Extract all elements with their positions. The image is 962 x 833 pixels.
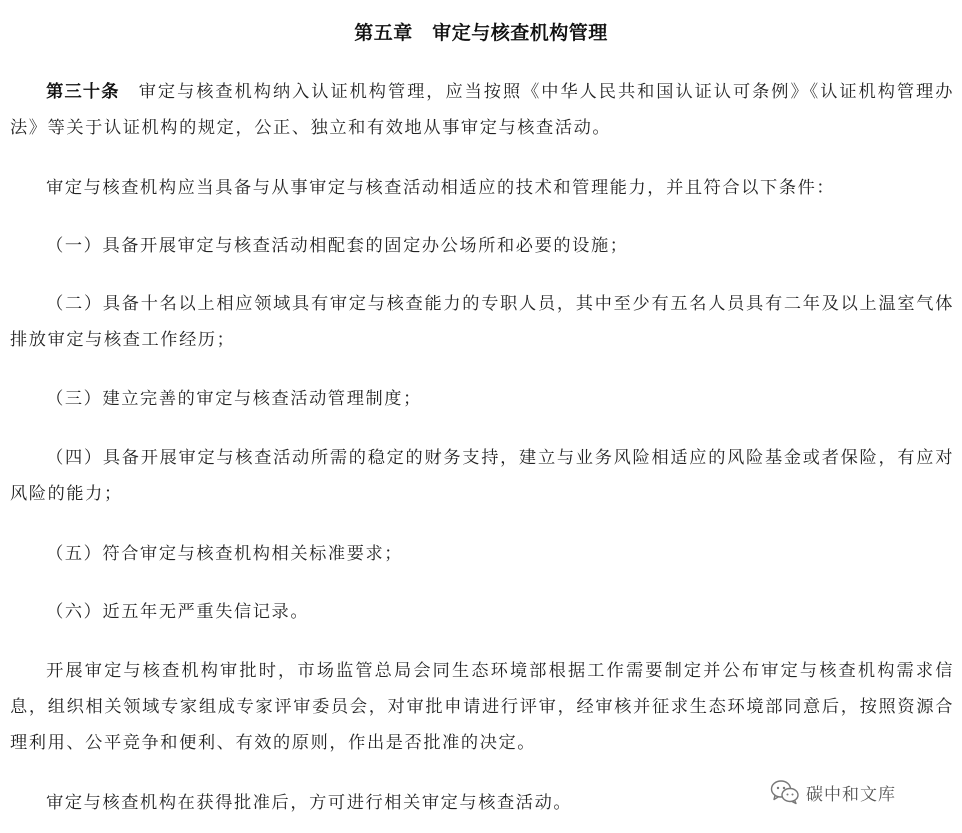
condition-3: （三）建立完善的审定与核查活动管理制度； [46,389,422,409]
condition-1: （一）具备开展审定与核查活动相配套的固定办公场所和必要的设施； [46,236,629,256]
article-number: 第三十条 [46,82,120,102]
condition-5: （五）符合审定与核查机构相关标准要求； [46,544,404,564]
wechat-icon [770,779,800,805]
article-text: 审定与核查机构纳入认证机构管理，应当按照《中华人民共和国认证认可条例》《认证机构管理办法》等关于认证机构的规定，公正、独立和有效地从事审定与核查活动。 [10,82,954,138]
condition-2: （二）具备十名以上相应领域具有审定与核查能力的专职人员，其中至少有五名人员具有二年及以上温室气体排放审定与核查工作经历； [10,294,954,350]
final-paragraph: 审定与核查机构在获得批准后，方可进行相关审定与核查活动。 [46,793,573,813]
watermark [770,777,896,807]
watermark-text: 碳中和文库 [806,784,896,805]
approval-paragraph: 开展审定与核查机构审批时，市场监管总局会同生态环境部根据工作需要制定并公布审定与核查机构需求信息，组织相关领域专家组成专家评审委员会，对审批申请进行评审，经审核并征求生态环境部同意后，按照资源合理利用、公平竞争和便利、有效的原则，作出是否批准的决定。 [10,661,954,753]
condition-4: （四）具备开展审定与核查活动所需的稳定的财务支持，建立与业务风险相适应的风险基金或者保险，有应对风险的能力； [10,448,954,504]
condition-6: （六）近五年无严重失信记录。 [46,602,310,622]
article-30-paragraph [10,74,954,146]
conditions-intro: 审定与核查机构应当具备与从事审定与核查活动相适应的技术和管理能力，并且符合以下条件： [46,178,836,198]
chapter-title: 第五章 审定与核查机构管理 [354,22,608,44]
